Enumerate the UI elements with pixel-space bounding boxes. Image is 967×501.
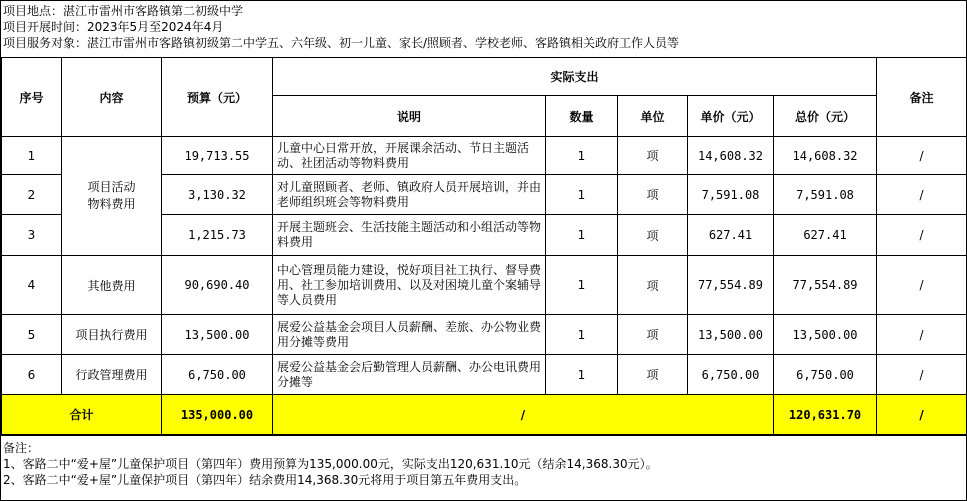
table-row	[2, 315, 967, 355]
row-total: 6,750.00	[774, 355, 877, 395]
col-header-desc: 说明	[273, 96, 546, 137]
row-desc: 儿童中心日常开放，开展课余活动、节日主题活动、社团活动等物料费用	[273, 137, 546, 175]
col-header-total: 总价（元）	[774, 96, 877, 137]
row-content-activity: 项目活动 物料费用	[62, 137, 162, 256]
total-label: 合计	[2, 395, 162, 435]
row-budget: 1,215.73	[162, 215, 273, 256]
row-seq: 2	[2, 175, 62, 215]
row-qty: 1	[546, 215, 618, 256]
row-unit-price: 77,554.89	[688, 256, 774, 315]
row-budget: 6,750.00	[162, 355, 273, 395]
total-amount: 120,631.70	[774, 395, 877, 435]
notes-line-2: 2、客路二中“爱+屋”儿童保护项目（第四年）结余费用14,368.30元将用于项目第五年费用支出。	[3, 473, 527, 487]
project-period: 项目开展时间：2023年5月至2024年4月	[3, 20, 224, 34]
row-desc: 对儿童照顾者、老师、镇政府人员开展培训，并由老师组织班会等物料费用	[273, 175, 546, 215]
notes-title: 备注：	[3, 441, 40, 455]
total-actual-slash: /	[273, 395, 774, 435]
row-qty: 1	[546, 137, 618, 175]
notes-line-1: 1、客路二中“爱+屋”儿童保护项目（第四年）费用预算为135,000.00元，实际支出120,631.10元（结余14,368.30元）。	[3, 457, 658, 471]
row-desc: 展爱公益基金会项目人员薪酬、差旅、办公物业费用分摊等费用	[273, 315, 546, 355]
row-budget: 19,713.55	[162, 137, 273, 175]
row-qty: 1	[546, 355, 618, 395]
row-unit: 项	[618, 175, 688, 215]
row-desc: 中心管理员能力建设，悦好项目社工执行、督导费用、社工参加培训费用、以及对困境儿童个案辅导等人员费用	[273, 256, 546, 315]
row-unit-price: 7,591.08	[688, 175, 774, 215]
row-unit: 项	[618, 315, 688, 355]
col-header-actual: 实际支出	[273, 58, 877, 96]
total-remark: /	[877, 395, 967, 435]
row-seq: 6	[2, 355, 62, 395]
row-remark: /	[877, 137, 967, 175]
row-unit: 项	[618, 355, 688, 395]
col-header-content: 内容	[62, 58, 162, 137]
notes-section	[1, 435, 966, 497]
row-seq: 4	[2, 256, 62, 315]
col-header-remark: 备注	[877, 58, 967, 137]
row-unit-price: 13,500.00	[688, 315, 774, 355]
row-remark: /	[877, 175, 967, 215]
col-header-budget: 预算（元）	[162, 58, 273, 137]
row-remark: /	[877, 215, 967, 256]
row-seq: 1	[2, 137, 62, 175]
row-remark: /	[877, 315, 967, 355]
row-budget: 3,130.32	[162, 175, 273, 215]
row-desc: 开展主题班会、生活技能主题活动和小组活动等物料费用	[273, 215, 546, 256]
table-row	[2, 355, 967, 395]
row-total: 7,591.08	[774, 175, 877, 215]
row-budget: 13,500.00	[162, 315, 273, 355]
col-header-seq: 序号	[2, 58, 62, 137]
row-seq: 3	[2, 215, 62, 256]
row-unit: 项	[618, 137, 688, 175]
project-location: 项目地点：湛江市雷州市客路镇第二初级中学	[3, 4, 244, 18]
row-desc: 展爱公益基金会后勤管理人员薪酬、办公电讯费用分摊等	[273, 355, 546, 395]
row-unit-price: 14,608.32	[688, 137, 774, 175]
col-header-unit-price: 单价（元）	[688, 96, 774, 137]
row-unit: 项	[618, 215, 688, 256]
row-qty: 1	[546, 256, 618, 315]
row-remark: /	[877, 355, 967, 395]
row-total: 627.41	[774, 215, 877, 256]
row-budget: 90,690.40	[162, 256, 273, 315]
total-budget: 135,000.00	[162, 395, 273, 435]
row-total: 14,608.32	[774, 137, 877, 175]
row-unit-price: 627.41	[688, 215, 774, 256]
row-unit-price: 6,750.00	[688, 355, 774, 395]
row-content-execution: 项目执行费用	[62, 315, 162, 355]
project-info	[1, 1, 966, 57]
row-unit: 项	[618, 256, 688, 315]
total-row	[2, 395, 967, 435]
row-remark: /	[877, 256, 967, 315]
row-qty: 1	[546, 175, 618, 215]
row-qty: 1	[546, 315, 618, 355]
row-total: 77,554.89	[774, 256, 877, 315]
row-content-admin: 行政管理费用	[62, 355, 162, 395]
expense-table	[1, 57, 967, 435]
col-header-unit: 单位	[618, 96, 688, 137]
row-total: 13,500.00	[774, 315, 877, 355]
table-row	[2, 137, 967, 175]
table-row	[2, 256, 967, 315]
row-seq: 5	[2, 315, 62, 355]
col-header-qty: 数量	[546, 96, 618, 137]
project-audience: 项目服务对象：湛江市雷州市客路镇初级第二中学五、六年级、初一儿童、家长/照顾者、学校老师、客路镇相关政府工作人员等	[3, 36, 680, 50]
row-content-other: 其他费用	[62, 256, 162, 315]
